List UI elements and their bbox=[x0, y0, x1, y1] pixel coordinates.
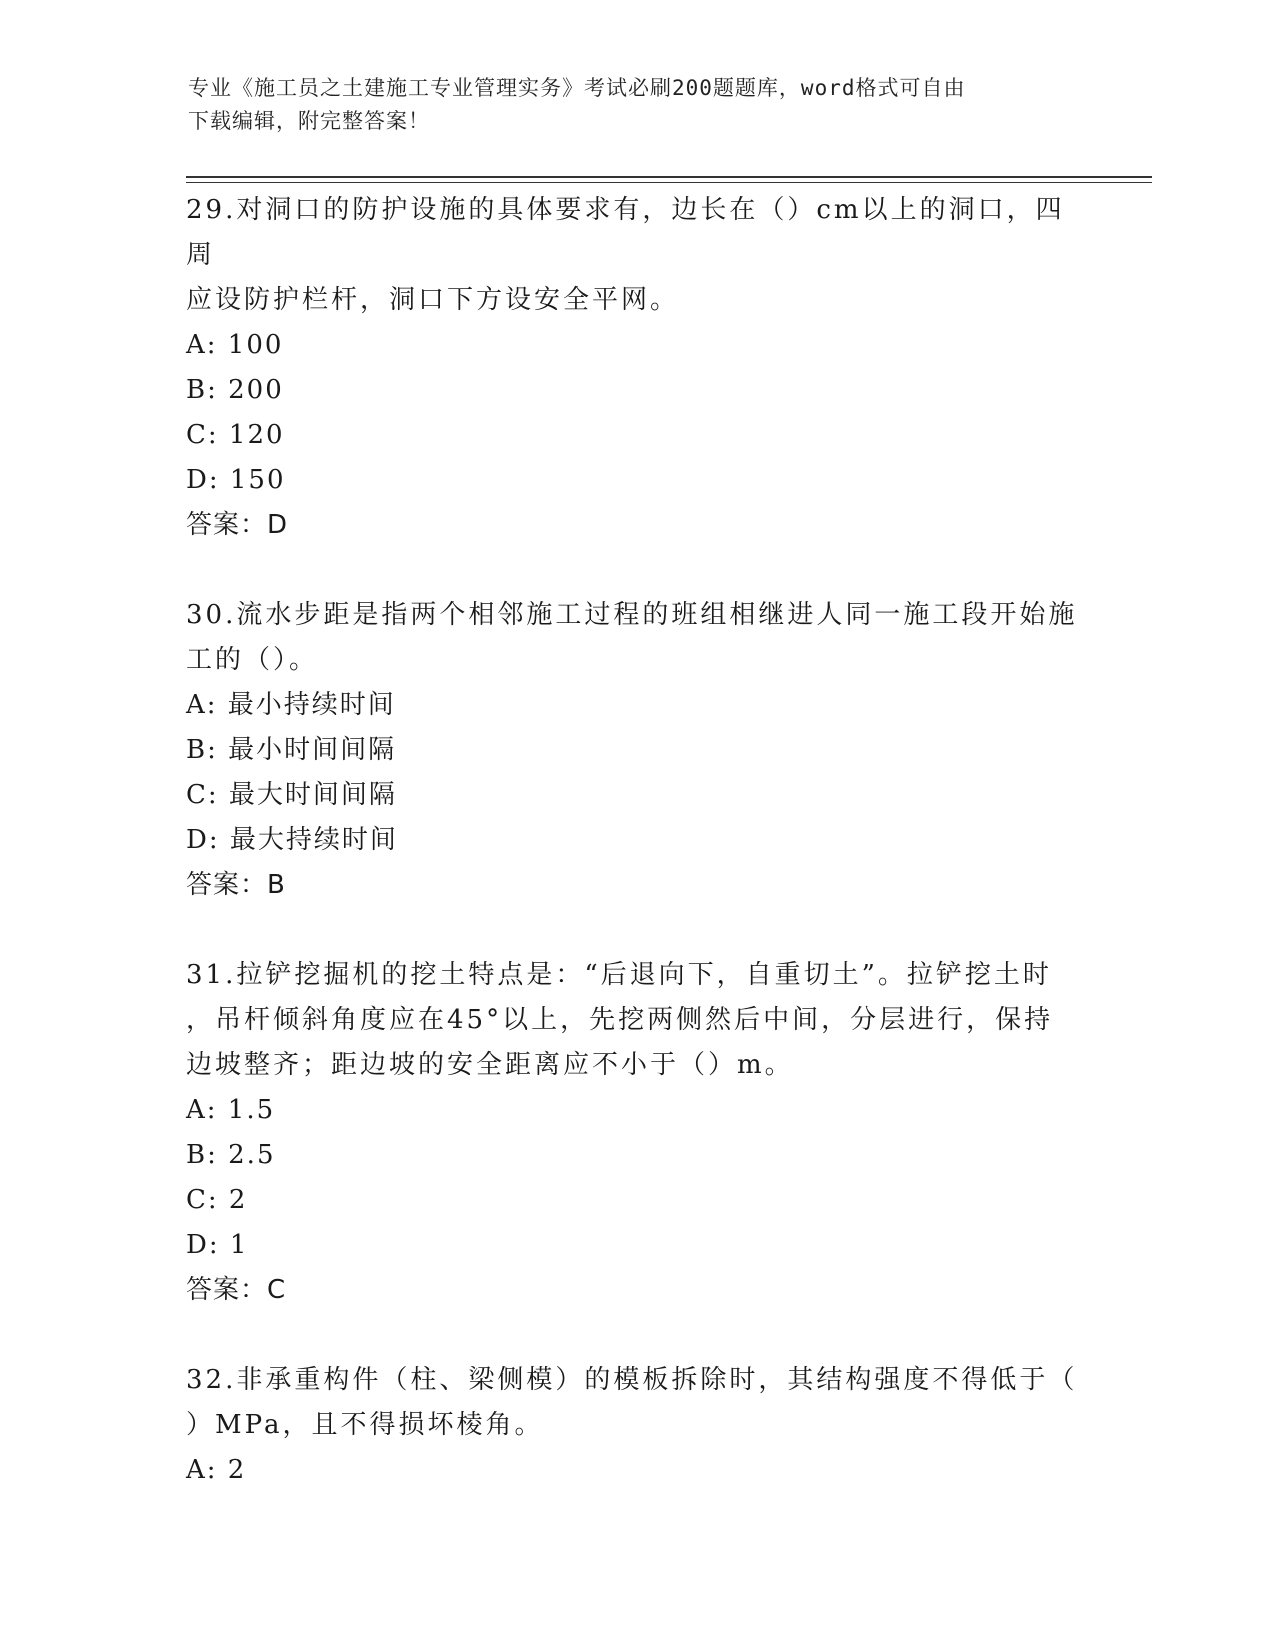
option-b: B: 2.5 bbox=[186, 1140, 276, 1170]
question-29 bbox=[186, 188, 1086, 548]
header-line-2: 下载编辑，附完整答案！ bbox=[188, 109, 430, 133]
question-31 bbox=[186, 953, 1086, 1313]
header-divider-thin bbox=[186, 182, 1152, 183]
option-c: C: 最大时间间隔 bbox=[186, 780, 397, 810]
answer: 答案：C bbox=[186, 1275, 287, 1305]
option-a: A: 2 bbox=[186, 1455, 247, 1485]
question-stem-line: ）MPa，且不得损坏棱角。 bbox=[186, 1410, 544, 1440]
option-d: D: 150 bbox=[186, 465, 286, 495]
option-a: A: 100 bbox=[186, 330, 284, 360]
option-b: B: 最小时间间隔 bbox=[186, 735, 397, 765]
question-stem-line: 工的（）。 bbox=[186, 645, 319, 675]
option-c: C: 2 bbox=[186, 1185, 248, 1215]
answer: 答案：B bbox=[186, 870, 286, 900]
answer: 答案：D bbox=[186, 510, 289, 540]
question-32 bbox=[186, 1358, 1086, 1493]
header-divider-thick bbox=[186, 176, 1152, 178]
question-stem-line: 30.流水步距是指两个相邻施工过程的班组相继进人同一施工段开始施 bbox=[186, 600, 1078, 630]
question-stem-line: 边坡整齐；距边坡的安全距离应不小于（）m。 bbox=[186, 1050, 794, 1080]
option-b: B: 200 bbox=[186, 375, 284, 405]
document-header bbox=[188, 72, 1088, 138]
option-a: A: 最小持续时间 bbox=[186, 690, 396, 720]
option-a: A: 1.5 bbox=[186, 1095, 276, 1125]
question-stem-line: 应设防护栏杆，洞口下方设安全平网。 bbox=[186, 285, 680, 315]
question-stem-line: 32.非承重构件（柱、梁侧模）的模板拆除时，其结构强度不得低于（ bbox=[186, 1365, 1078, 1395]
question-stem-line: 29.对洞口的防护设施的具体要求有，边长在（）cm以上的洞口，四周 bbox=[186, 195, 1065, 270]
question-list bbox=[186, 188, 1086, 1493]
option-d: D: 1 bbox=[186, 1230, 249, 1260]
header-line-1: 专业《施工员之土建施工专业管理实务》考试必刷200题题库，word格式可自由 bbox=[188, 76, 966, 100]
option-d: D: 最大持续时间 bbox=[186, 825, 398, 855]
question-stem-line: ，吊杆倾斜角度应在45°以上，先挖两侧然后中间，分层进行，保持 bbox=[186, 1005, 1054, 1035]
question-30 bbox=[186, 593, 1086, 908]
question-stem-line: 31.拉铲挖掘机的挖土特点是：“后退向下，自重切土”。拉铲挖土时 bbox=[186, 960, 1052, 990]
option-c: C: 120 bbox=[186, 420, 285, 450]
